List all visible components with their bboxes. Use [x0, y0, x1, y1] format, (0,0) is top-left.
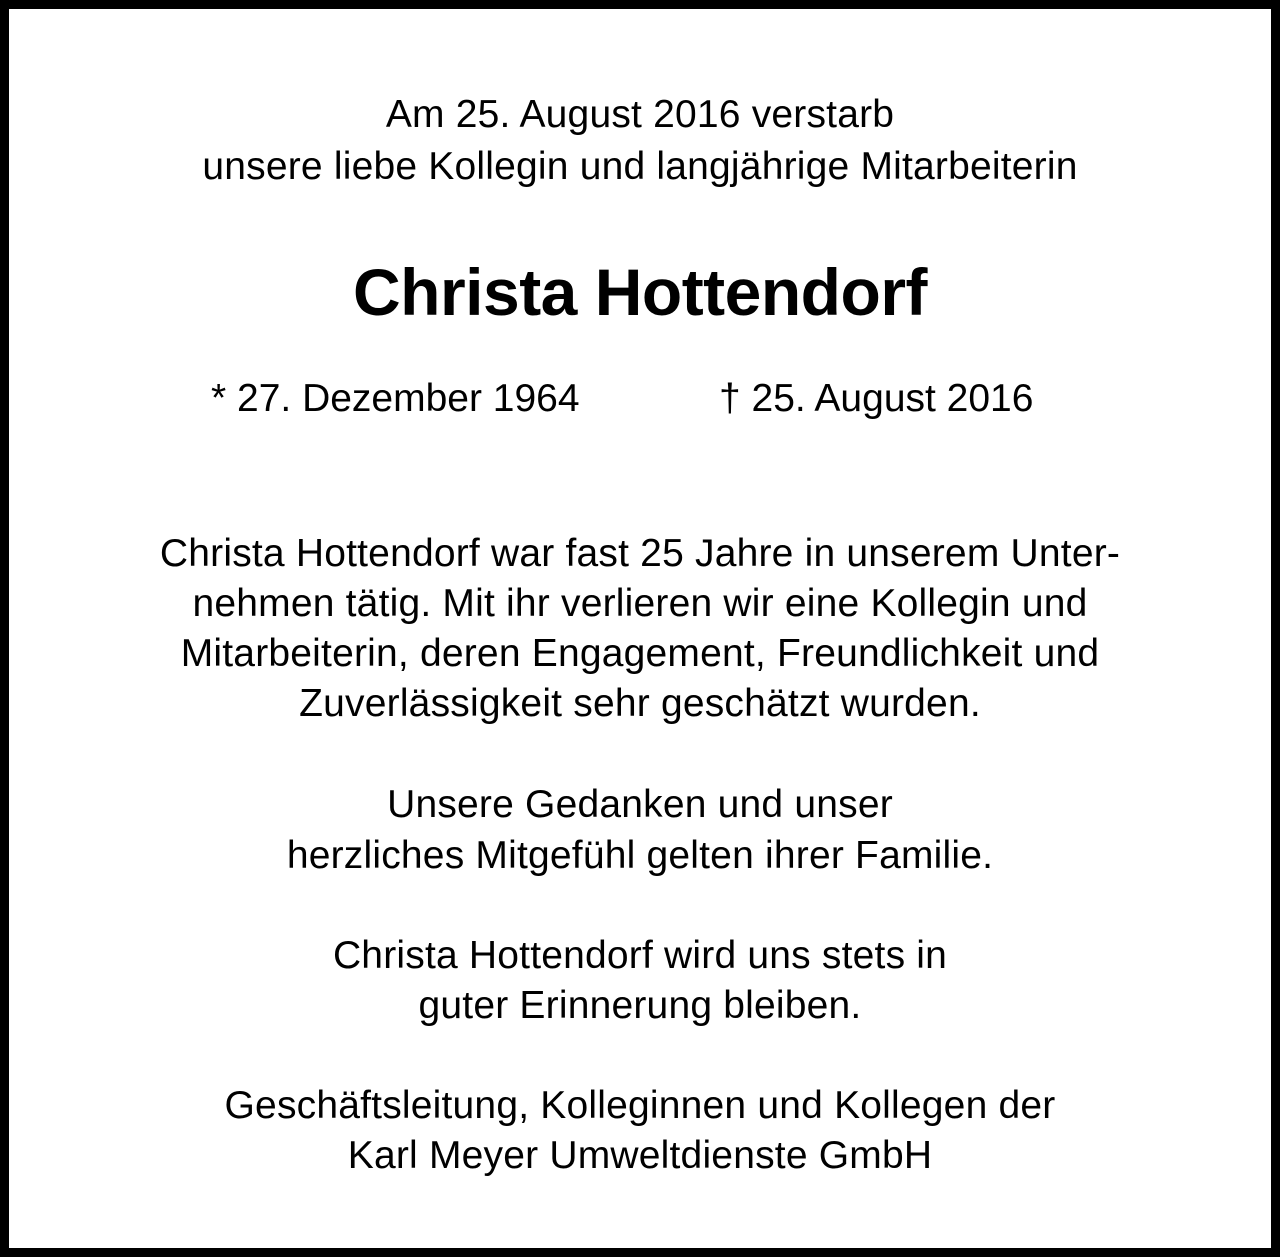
condolence-line-1: Unsere Gedanken und unser [387, 783, 893, 826]
condolence-line-2: herzliches Mitgefühl gelten ihrer Familie. [286, 834, 994, 877]
intro-line-2: unsere liebe Kollegin und langjährige Mitarbeiterin [202, 145, 1078, 188]
signature-line-2: Karl Meyer Umweltdienste GmbH [347, 1134, 933, 1177]
signature-line-1: Geschäftsleitung, Kolleginnen und Kollegen der [224, 1084, 1056, 1127]
tribute-line-4: Zuverlässigkeit sehr geschätzt wurden. [299, 682, 981, 725]
death-date: † 25. August 2016 [719, 377, 1034, 420]
birth-date: * 27. Dezember 1964 [211, 377, 580, 420]
tribute-line-1: Christa Hottendorf war fast 25 Jahre in unserem Unter- [159, 532, 1121, 575]
memory-line-2: guter Erinnerung bleiben. [418, 984, 862, 1027]
deceased-name: Christa Hottendorf [353, 255, 927, 329]
memory-line-1: Christa Hottendorf wird uns stets in [332, 934, 948, 977]
intro-line-1: Am 25. August 2016 verstarb [385, 93, 895, 136]
tribute-line-3: Mitarbeiterin, deren Engagement, Freundlichkeit und [180, 632, 1100, 675]
tribute-line-2: nehmen tätig. Mit ihr verlieren wir eine Kollegin und [192, 582, 1088, 625]
